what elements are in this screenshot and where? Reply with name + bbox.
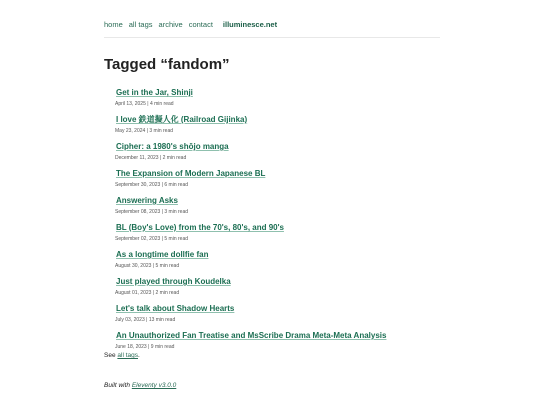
post-title-link[interactable]: The Expansion of Modern Japanese BL <box>116 169 266 178</box>
post-meta: December 11, 2023 | 2 min read <box>115 155 187 161</box>
post-date: August 01, 2023 <box>115 290 152 296</box>
post-item <box>104 217 444 244</box>
post-read-time: 5 min read <box>164 236 189 242</box>
post-title-link[interactable]: Answering Asks <box>116 196 178 205</box>
top-nav <box>104 20 277 29</box>
post-read-time: 5 min read <box>155 263 180 269</box>
nav-archive-link[interactable]: archive <box>158 20 183 29</box>
post-date: August 30, 2023 <box>115 263 152 269</box>
post-title-link[interactable]: Let's talk about Shadow Hearts <box>116 304 235 313</box>
post-title-link[interactable]: Just played through Koudelka <box>116 277 231 286</box>
post-meta: May 23, 2024 | 3 min read <box>115 128 174 134</box>
post-read-time: 13 min read <box>148 317 176 323</box>
post-title-link[interactable]: An Unauthorized Fan Treatise and MsScribe Drama Meta-Meta Analysis <box>116 331 387 340</box>
post-meta: July 03, 2023 | 13 min read <box>115 317 176 323</box>
see-suffix: . <box>138 352 140 359</box>
post-item <box>104 325 444 352</box>
post-read-time: 2 min read <box>155 290 180 296</box>
post-date: July 03, 2023 <box>115 317 145 323</box>
nav-home-link[interactable]: home <box>104 20 123 29</box>
post-item <box>104 190 444 217</box>
see-all-tags-text <box>104 352 140 359</box>
footer <box>104 382 176 389</box>
post-read-time: 3 min read <box>164 209 189 215</box>
post-item <box>104 271 444 298</box>
post-read-time: 4 min read <box>149 101 174 107</box>
see-prefix: See <box>104 352 116 359</box>
post-date: June 18, 2023 <box>115 344 147 350</box>
post-item <box>104 244 444 271</box>
post-item <box>104 136 444 163</box>
post-date: December 11, 2023 <box>115 155 159 161</box>
header-divider <box>104 37 440 38</box>
post-date: September 08, 2023 <box>115 209 161 215</box>
post-title-link[interactable]: I love 鉄道擬人化 (Railroad Gijinka) <box>116 115 248 124</box>
post-title-link[interactable]: BL (Boy's Love) from the 70's, 80's, and 90's <box>116 223 284 232</box>
post-title-link[interactable]: Cipher: a 1980's shōjo manga <box>116 142 229 151</box>
post-date: April 13, 2025 <box>115 101 146 107</box>
post-item <box>104 298 444 325</box>
post-item <box>104 109 444 136</box>
post-meta: September 02, 2023 | 5 min read <box>115 236 189 242</box>
post-meta: September 08, 2023 | 3 min read <box>115 209 189 215</box>
post-read-time: 3 min read <box>149 128 174 134</box>
post-date: September 30, 2023 <box>115 182 161 188</box>
eleventy-link[interactable]: Eleventy v3.0.0 <box>131 382 177 389</box>
post-item <box>104 82 444 109</box>
post-list <box>104 82 444 352</box>
site-name-link[interactable]: illuminesce.net <box>222 20 278 29</box>
post-title-link[interactable]: As a longtime dollfie fan <box>116 250 209 259</box>
post-meta: August 01, 2023 | 2 min read <box>115 290 180 296</box>
post-read-time: 2 min read <box>162 155 187 161</box>
post-meta: April 13, 2025 | 4 min read <box>115 101 174 107</box>
post-date: May 23, 2024 <box>115 128 146 134</box>
all-tags-link[interactable]: all tags <box>117 352 138 359</box>
post-title-link[interactable]: Get in the Jar, Shinji <box>116 88 193 97</box>
post-meta: August 30, 2023 | 5 min read <box>115 263 180 269</box>
post-date: September 02, 2023 <box>115 236 161 242</box>
post-meta: September 30, 2023 | 6 min read <box>115 182 189 188</box>
nav-all-tags-link[interactable]: all tags <box>128 20 153 29</box>
post-read-time: 6 min read <box>164 182 189 188</box>
post-meta: June 18, 2023 | 9 min read <box>115 344 175 350</box>
post-read-time: 9 min read <box>150 344 175 350</box>
nav-contact-link[interactable]: contact <box>188 20 213 29</box>
page-title: Tagged “fandom” <box>104 56 230 73</box>
post-item <box>104 163 444 190</box>
footer-prefix: Built with <box>104 382 131 389</box>
